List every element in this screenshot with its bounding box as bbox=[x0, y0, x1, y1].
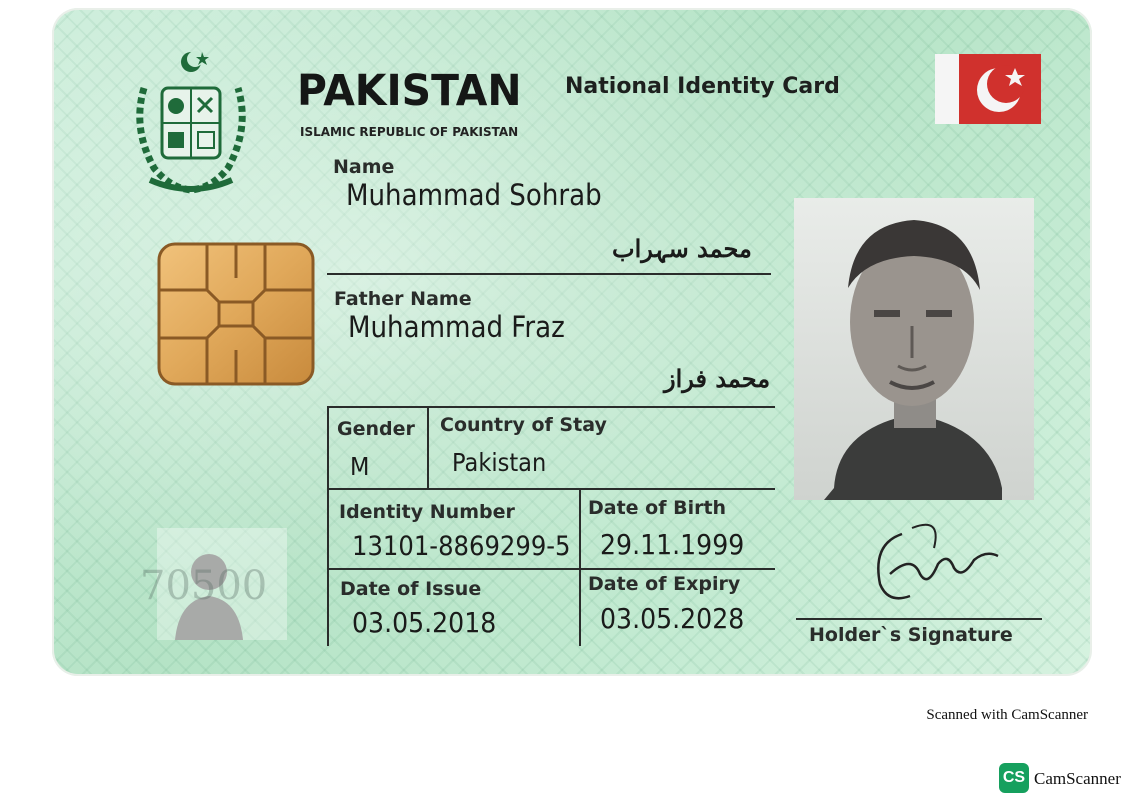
name-value: Muhammad Sohrab bbox=[346, 178, 602, 212]
card-title: National Identity Card bbox=[565, 74, 840, 99]
ghost-number: 70500 bbox=[140, 563, 268, 609]
date-of-birth-value: 29.11.1999 bbox=[600, 528, 745, 561]
father-name-value: Muhammad Fraz bbox=[348, 310, 565, 344]
divider bbox=[327, 406, 775, 408]
holders-signature-label: Holder`s Signature bbox=[809, 624, 1013, 646]
camscanner-logo-icon: CS bbox=[999, 763, 1029, 793]
date-of-issue-value: 03.05.2018 bbox=[352, 606, 497, 639]
holder-signature bbox=[802, 504, 1042, 620]
divider bbox=[327, 568, 775, 570]
flag-icon bbox=[935, 54, 1041, 124]
holder-photo bbox=[794, 198, 1034, 500]
date-of-expiry-value: 03.05.2028 bbox=[600, 602, 745, 635]
country-title: PAKISTAN bbox=[297, 66, 522, 116]
gender-label: Gender bbox=[337, 418, 415, 440]
father-name-label: Father Name bbox=[334, 288, 472, 310]
date-of-issue-label: Date of Issue bbox=[340, 578, 482, 600]
name-urdu: محمد سہراب bbox=[612, 234, 752, 263]
country-of-stay-label: Country of Stay bbox=[440, 414, 607, 436]
republic-subtitle: ISLAMIC REPUBLIC OF PAKISTAN bbox=[300, 125, 519, 139]
divider bbox=[327, 408, 329, 646]
scanned-with-note: Scanned with CamScanner bbox=[926, 707, 1088, 723]
name-label: Name bbox=[333, 156, 395, 178]
identity-number-value: 13101-8869299-5 bbox=[352, 531, 571, 562]
divider bbox=[796, 618, 1042, 620]
chip-icon bbox=[157, 242, 315, 386]
identity-number-label: Identity Number bbox=[339, 501, 515, 523]
father-name-urdu: محمد فراز bbox=[664, 364, 771, 393]
state-emblem-icon bbox=[124, 48, 258, 198]
camscanner-brand: CamScanner bbox=[1034, 769, 1121, 788]
divider bbox=[327, 488, 775, 490]
date-of-birth-label: Date of Birth bbox=[588, 497, 727, 519]
date-of-expiry-label: Date of Expiry bbox=[588, 573, 741, 595]
country-of-stay-value: Pakistan bbox=[452, 448, 547, 477]
identity-card bbox=[52, 8, 1092, 676]
divider bbox=[327, 273, 771, 275]
divider bbox=[427, 408, 429, 490]
gender-value: M bbox=[350, 452, 370, 481]
